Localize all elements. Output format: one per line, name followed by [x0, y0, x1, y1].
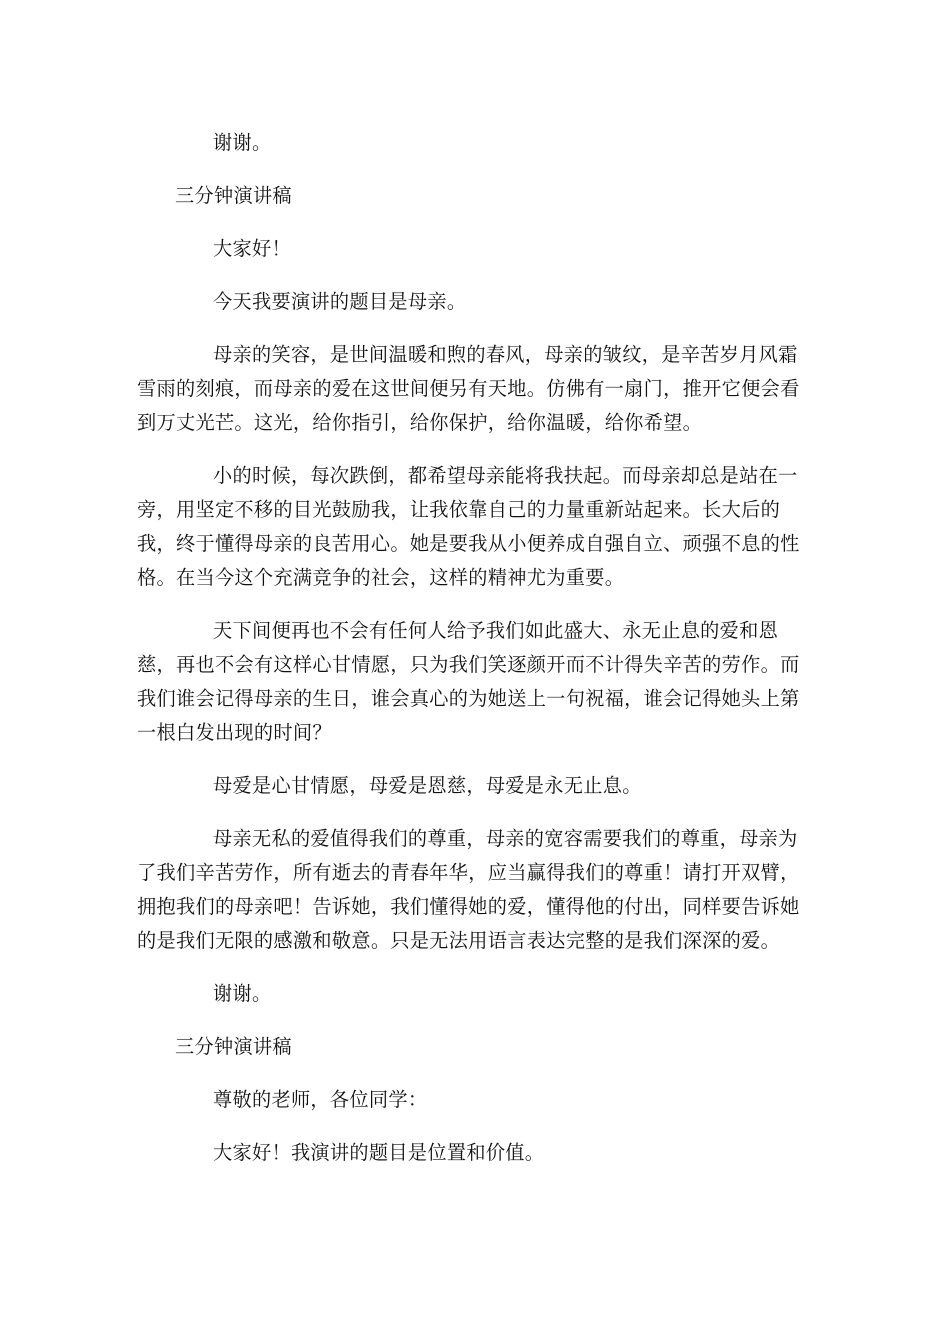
paragraph-gap	[137, 1117, 817, 1136]
paragraph-mother-love: 母爱是心甘情愿，母爱是恩慈，母爱是永无止息。	[213, 774, 642, 797]
salutation: 尊敬的老师，各位同学：	[213, 1088, 428, 1111]
paragraph-gap	[137, 319, 817, 338]
paragraph-childhood: 小的时候，每次跌倒，都希望母亲能将我扶起。而母亲却总是站在一旁，用坚定不移的目光鼓励我，让我依靠自己的力量重新站起来。长大后的我，终于懂得母亲的良苦用心。她是要我从小便养成自强自立、顽强不息的性格。在当今这个充满竞争的社会，这样的精神尤为重要。	[137, 464, 800, 589]
greeting-2: 大家好！我演讲的题目是位置和价值。	[213, 1141, 545, 1164]
paragraph-endless-love: 天下间便再也不会有任何人给予我们如此盛大、永无止息的爱和恩慈，再也不会有这样心甘情愿，只为我们笑逐颜开而不计得失辛苦的劳作。而我们谁会记得母亲的生日，谁会真心的为她送上一句祝福，谁会记得她头上第一根白发出现的时间？	[137, 619, 800, 744]
section-title-1: 三分钟演讲稿	[175, 184, 292, 207]
paragraph-gap	[137, 160, 817, 179]
paragraph-gap	[137, 750, 817, 769]
paragraph-gap	[137, 266, 817, 285]
paragraph-gap	[137, 595, 817, 614]
paragraph-gap	[137, 1064, 817, 1083]
paragraph-gap	[137, 213, 817, 232]
paragraph-gap	[137, 1011, 817, 1030]
paragraph-gap	[137, 440, 817, 459]
speech-topic-1: 今天我要演讲的题目是母亲。	[213, 290, 467, 313]
greeting-1: 大家好！	[213, 237, 291, 260]
paragraph-respect: 母亲无私的爱值得我们的尊重，母亲的宽容需要我们的尊重，母亲为了我们辛苦劳作，所有逝去的青春年华，应当赢得我们的尊重！请打开双臂，拥抱我们的母亲吧！告诉她，我们懂得她的爱，懂得他的付出，同样要告诉她的是我们无限的感激和敬意。只是无法用语言表达完整的是我们深深的爱。	[137, 827, 800, 952]
paragraph-mother-smile: 母亲的笑容，是世间温暖和煦的春风，母亲的皱纹，是辛苦岁月风霜雪雨的刻痕，而母亲的爱在这世间便另有天地。仿佛有一扇门，推开它便会看到万丈光芒。这光，给你指引，给你保护，给你温暖，给你希望。	[137, 343, 800, 434]
paragraph-gap	[137, 958, 817, 977]
closing-thanks-2: 谢谢。	[213, 982, 272, 1005]
paragraph-gap	[137, 803, 817, 822]
closing-thanks-1: 谢谢。	[213, 131, 272, 154]
document-body	[137, 126, 817, 1170]
section-title-2: 三分钟演讲稿	[175, 1035, 292, 1058]
